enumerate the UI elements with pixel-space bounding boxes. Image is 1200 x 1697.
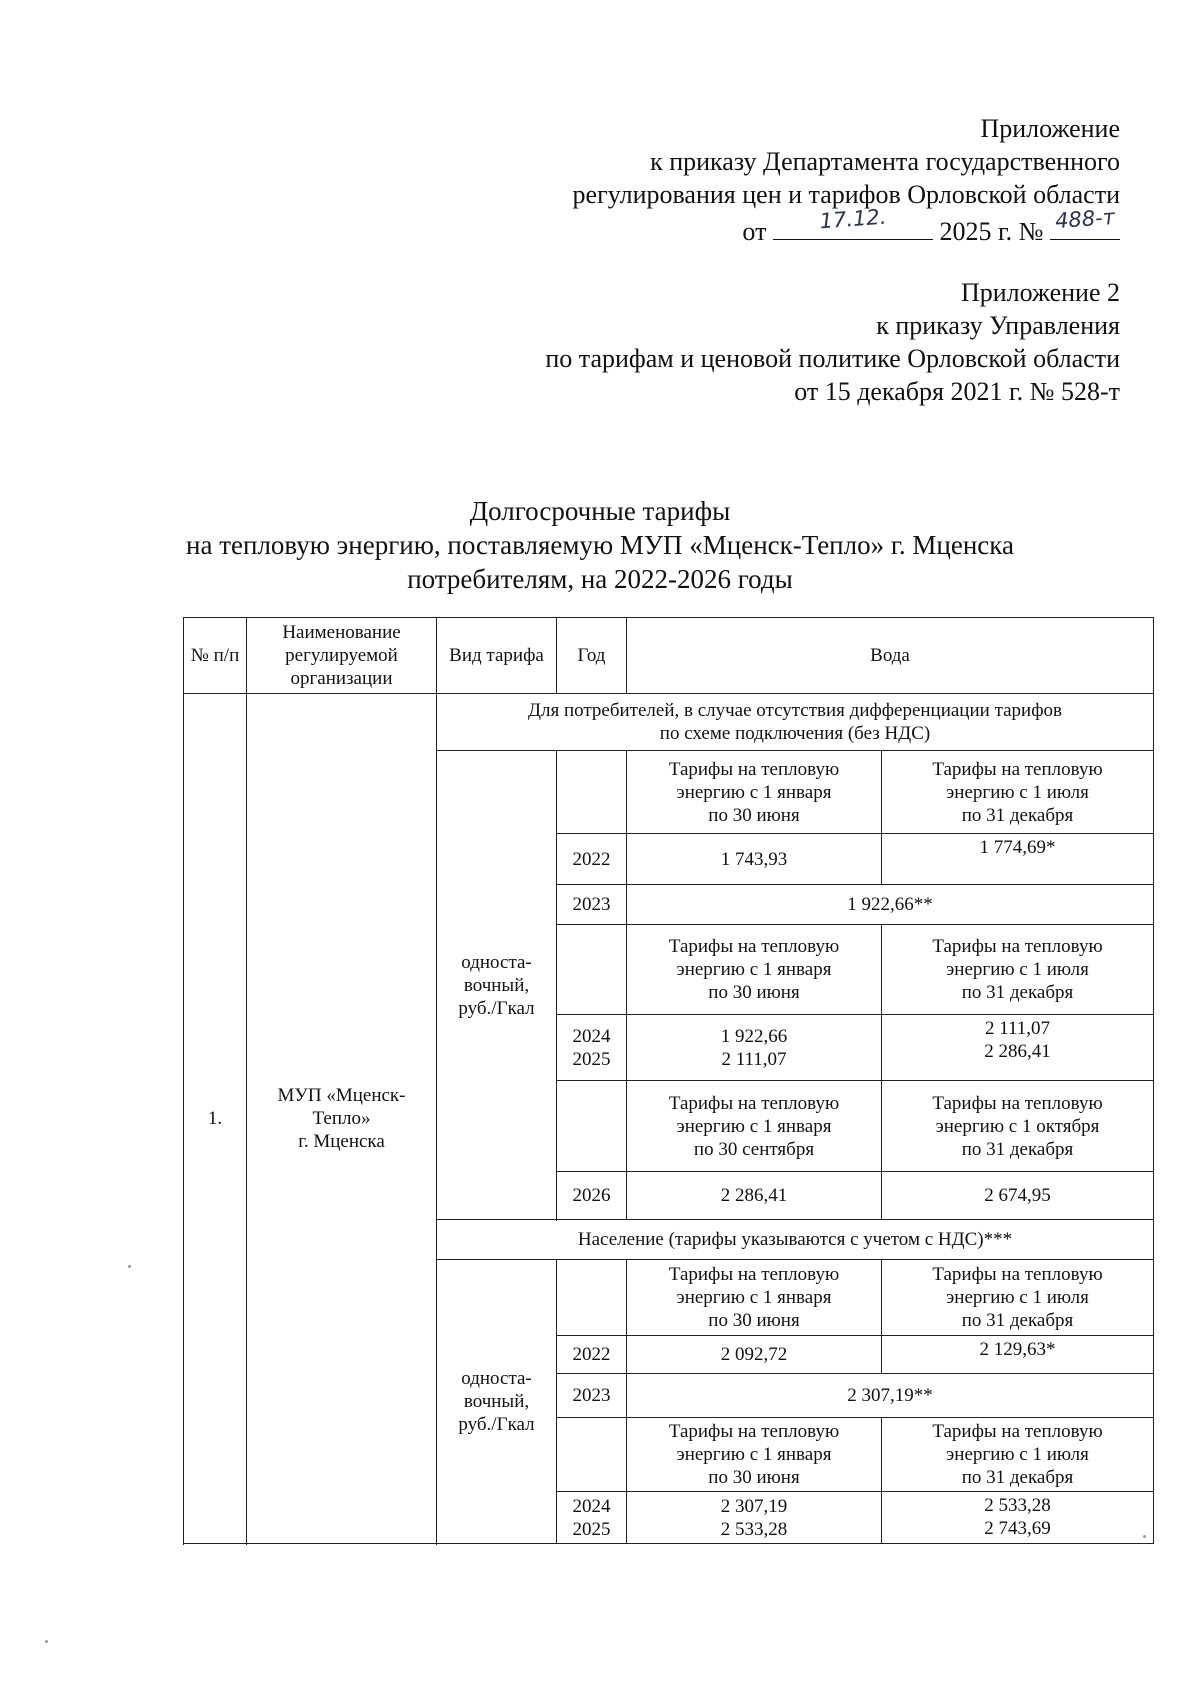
document-title <box>0 494 1200 596</box>
tariff-value: 2 533,28 2 743,69 <box>882 1492 1154 1544</box>
section1-title-row <box>184 694 1154 751</box>
year-cell: 2023 <box>557 1374 627 1418</box>
header-water: Вода <box>627 618 1154 694</box>
scan-speck <box>128 1265 131 1268</box>
date-prefix: от <box>742 217 767 246</box>
period-header-left: Тарифы на тепловую энергию с 1 января по 30 июня <box>627 751 882 834</box>
tariff-value: 1 743,93 <box>627 834 882 885</box>
appendix-line-2: к приказу Департамента государственного <box>650 147 1120 176</box>
empty-year-cell <box>557 1418 627 1492</box>
empty-year-cell <box>557 1260 627 1336</box>
tariff-table <box>183 617 1154 1544</box>
header-kind: Вид тарифа <box>437 618 557 694</box>
appendix-line-3: регулирования цен и тарифов Орловской области <box>572 180 1120 209</box>
original-appendix-title: Приложение 2 <box>960 278 1120 307</box>
title-line-2: на тепловую энергию, поставляемую МУП «Мценск-Тепло» г. Мценска <box>186 530 1014 560</box>
handwritten-date: 17.12. <box>818 204 888 234</box>
empty-year-cell <box>557 751 627 834</box>
period-header-right: Тарифы на тепловую энергию с 1 июля по 31 декабря <box>882 751 1154 834</box>
year-text: 2025 г. № <box>939 217 1044 246</box>
tariff-value: 1 774,69* <box>882 834 1154 885</box>
period-header-right: Тарифы на тепловую энергию с 1 июля по 31 декабря <box>882 1418 1154 1492</box>
header-num: № п/п <box>184 618 247 694</box>
section2-title: Население (тарифы указываются с учетом с НДС)*** <box>437 1220 1154 1260</box>
year-cell: 2022 <box>557 1336 627 1374</box>
original-appendix-line-3: по тарифам и ценовой политике Орловской области <box>545 344 1120 373</box>
original-appendix-header <box>545 276 1120 408</box>
tariff-value: 1 922,66 2 111,07 <box>627 1015 882 1081</box>
tariff-value: 2 111,07 2 286,41 <box>882 1015 1154 1081</box>
period-header-left: Тарифы на тепловую энергию с 1 января по 30 июня <box>627 1260 882 1336</box>
title-line-3: потребителям, на 2022-2026 годы <box>407 564 793 594</box>
appendix-title: Приложение <box>980 114 1120 143</box>
number-field <box>1050 204 1120 240</box>
original-appendix-line-2: к приказу Управления <box>876 311 1120 340</box>
section1-tariff-kind: односта- вочный, руб./Гкал <box>437 751 557 1220</box>
scan-speck <box>1143 1535 1146 1538</box>
year-cell: 2024 2025 <box>557 1015 627 1081</box>
period-header-left: Тарифы на тепловую энергию с 1 января по 30 июня <box>627 925 882 1015</box>
year-cell: 2026 <box>557 1172 627 1220</box>
tariff-value: 2 307,19** <box>627 1374 1154 1418</box>
period-header-right: Тарифы на тепловую энергию с 1 октября по 31 декабря <box>882 1081 1154 1172</box>
tariff-value: 2 286,41 <box>627 1172 882 1220</box>
original-appendix-line-4: от 15 декабря 2021 г. № 528-т <box>794 377 1120 406</box>
appendix-date-line <box>573 204 1120 248</box>
date-field <box>773 204 933 240</box>
year-cell: 2024 2025 <box>557 1492 627 1544</box>
period-header-left: Тарифы на тепловую энергию с 1 января по 30 сентября <box>627 1081 882 1172</box>
tariff-value: 2 129,63* <box>882 1336 1154 1374</box>
year-cell: 2023 <box>557 885 627 925</box>
section1-title: Для потребителей, в случае отсутствия дифференциации тарифов по схеме подключения (без НДС) <box>437 694 1154 751</box>
period-header-right: Тарифы на тепловую энергию с 1 июля по 31 декабря <box>882 925 1154 1015</box>
section2-tariff-kind: односта- вочный, руб./Гкал <box>437 1260 557 1544</box>
tariff-value: 1 922,66** <box>627 885 1154 925</box>
table-header-row <box>184 618 1154 694</box>
header-year: Год <box>557 618 627 694</box>
tariff-value: 2 092,72 <box>627 1336 882 1374</box>
header-org: Наименование регулируемой организации <box>247 618 437 694</box>
title-line-1: Долгосрочные тарифы <box>469 496 731 526</box>
tariff-value: 2 674,95 <box>882 1172 1154 1220</box>
scan-speck <box>45 1640 48 1643</box>
period-header-left: Тарифы на тепловую энергию с 1 января по 30 июня <box>627 1418 882 1492</box>
year-cell: 2022 <box>557 834 627 885</box>
empty-year-cell <box>557 1081 627 1172</box>
tariff-value: 2 307,19 2 533,28 <box>627 1492 882 1544</box>
appendix-header <box>573 112 1120 248</box>
empty-year-cell <box>557 925 627 1015</box>
period-header-right: Тарифы на тепловую энергию с 1 июля по 31 декабря <box>882 1260 1154 1336</box>
row-number: 1. <box>184 694 247 1544</box>
handwritten-number: 488-т <box>1054 204 1116 234</box>
organization-name: МУП «Мценск- Тепло» г. Мценска <box>247 694 437 1544</box>
